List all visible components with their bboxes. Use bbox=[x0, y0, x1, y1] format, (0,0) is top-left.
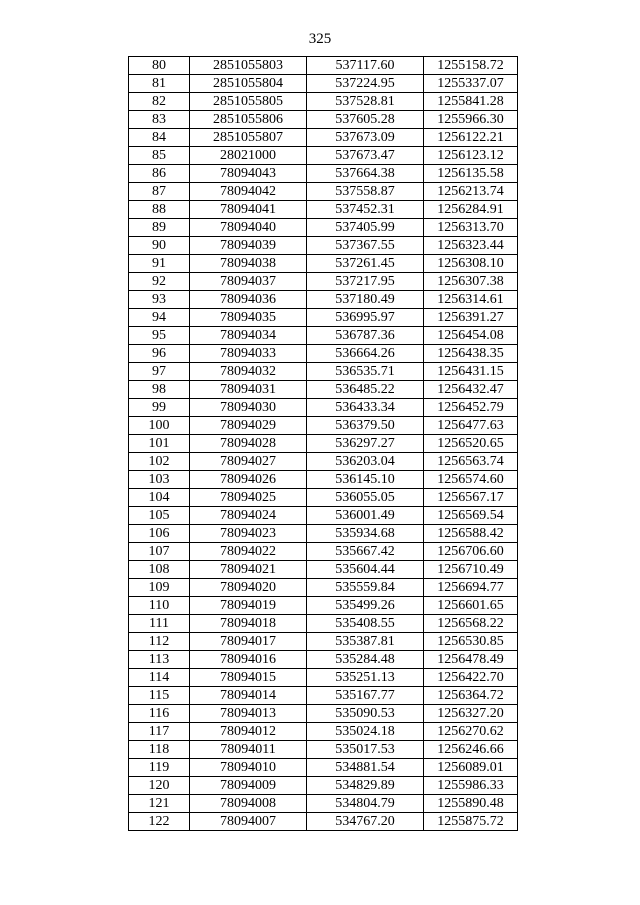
row-number-cell: 103 bbox=[129, 471, 190, 489]
table-row bbox=[129, 669, 518, 687]
y-coordinate-cell: 1256454.08 bbox=[424, 327, 518, 345]
x-coordinate-cell: 536001.49 bbox=[307, 507, 424, 525]
x-coordinate-cell: 536485.22 bbox=[307, 381, 424, 399]
row-number-cell: 90 bbox=[129, 237, 190, 255]
x-coordinate-cell: 537673.09 bbox=[307, 129, 424, 147]
point-id-cell: 78094035 bbox=[190, 309, 307, 327]
x-coordinate-cell: 536203.04 bbox=[307, 453, 424, 471]
x-coordinate-cell: 537664.38 bbox=[307, 165, 424, 183]
row-number-cell: 85 bbox=[129, 147, 190, 165]
point-id-cell: 78094042 bbox=[190, 183, 307, 201]
point-id-cell: 78094030 bbox=[190, 399, 307, 417]
x-coordinate-cell: 536145.10 bbox=[307, 471, 424, 489]
x-coordinate-cell: 536995.97 bbox=[307, 309, 424, 327]
table-row bbox=[129, 417, 518, 435]
table-row bbox=[129, 345, 518, 363]
x-coordinate-cell: 535934.68 bbox=[307, 525, 424, 543]
x-coordinate-cell: 535604.44 bbox=[307, 561, 424, 579]
table-row bbox=[129, 237, 518, 255]
table-row bbox=[129, 579, 518, 597]
row-number-cell: 122 bbox=[129, 813, 190, 831]
y-coordinate-cell: 1256284.91 bbox=[424, 201, 518, 219]
point-id-cell: 78094023 bbox=[190, 525, 307, 543]
point-id-cell: 78094039 bbox=[190, 237, 307, 255]
y-coordinate-cell: 1255986.33 bbox=[424, 777, 518, 795]
table-row bbox=[129, 291, 518, 309]
point-id-cell: 78094025 bbox=[190, 489, 307, 507]
x-coordinate-cell: 535090.53 bbox=[307, 705, 424, 723]
y-coordinate-cell: 1255875.72 bbox=[424, 813, 518, 831]
x-coordinate-cell: 537180.49 bbox=[307, 291, 424, 309]
row-number-cell: 96 bbox=[129, 345, 190, 363]
table-row bbox=[129, 543, 518, 561]
x-coordinate-cell: 534767.20 bbox=[307, 813, 424, 831]
row-number-cell: 105 bbox=[129, 507, 190, 525]
x-coordinate-cell: 537217.95 bbox=[307, 273, 424, 291]
y-coordinate-cell: 1256588.42 bbox=[424, 525, 518, 543]
y-coordinate-cell: 1256452.79 bbox=[424, 399, 518, 417]
x-coordinate-cell: 535251.13 bbox=[307, 669, 424, 687]
y-coordinate-cell: 1256520.65 bbox=[424, 435, 518, 453]
row-number-cell: 86 bbox=[129, 165, 190, 183]
row-number-cell: 88 bbox=[129, 201, 190, 219]
row-number-cell: 117 bbox=[129, 723, 190, 741]
y-coordinate-cell: 1256327.20 bbox=[424, 705, 518, 723]
y-coordinate-cell: 1256391.27 bbox=[424, 309, 518, 327]
point-id-cell: 78094032 bbox=[190, 363, 307, 381]
x-coordinate-cell: 535024.18 bbox=[307, 723, 424, 741]
x-coordinate-cell: 537261.45 bbox=[307, 255, 424, 273]
y-coordinate-cell: 1255890.48 bbox=[424, 795, 518, 813]
point-id-cell: 78094012 bbox=[190, 723, 307, 741]
row-number-cell: 89 bbox=[129, 219, 190, 237]
point-id-cell: 78094041 bbox=[190, 201, 307, 219]
row-number-cell: 102 bbox=[129, 453, 190, 471]
point-id-cell: 78094027 bbox=[190, 453, 307, 471]
table-row bbox=[129, 777, 518, 795]
row-number-cell: 111 bbox=[129, 615, 190, 633]
point-id-cell: 78094010 bbox=[190, 759, 307, 777]
row-number-cell: 87 bbox=[129, 183, 190, 201]
y-coordinate-cell: 1256307.38 bbox=[424, 273, 518, 291]
point-id-cell: 78094043 bbox=[190, 165, 307, 183]
row-number-cell: 114 bbox=[129, 669, 190, 687]
row-number-cell: 83 bbox=[129, 111, 190, 129]
table-row bbox=[129, 507, 518, 525]
table-row bbox=[129, 615, 518, 633]
table-row bbox=[129, 219, 518, 237]
row-number-cell: 119 bbox=[129, 759, 190, 777]
point-id-cell: 78094011 bbox=[190, 741, 307, 759]
table-row bbox=[129, 165, 518, 183]
x-coordinate-cell: 536379.50 bbox=[307, 417, 424, 435]
point-id-cell: 78094008 bbox=[190, 795, 307, 813]
y-coordinate-cell: 1256568.22 bbox=[424, 615, 518, 633]
row-number-cell: 116 bbox=[129, 705, 190, 723]
table-row bbox=[129, 93, 518, 111]
y-coordinate-cell: 1256314.61 bbox=[424, 291, 518, 309]
y-coordinate-cell: 1256601.65 bbox=[424, 597, 518, 615]
row-number-cell: 93 bbox=[129, 291, 190, 309]
x-coordinate-cell: 537558.87 bbox=[307, 183, 424, 201]
row-number-cell: 109 bbox=[129, 579, 190, 597]
table-row bbox=[129, 435, 518, 453]
point-id-cell: 78094038 bbox=[190, 255, 307, 273]
point-id-cell: 78094033 bbox=[190, 345, 307, 363]
table-row bbox=[129, 759, 518, 777]
table-row bbox=[129, 813, 518, 831]
table-row bbox=[129, 273, 518, 291]
point-id-cell: 78094040 bbox=[190, 219, 307, 237]
table-row bbox=[129, 489, 518, 507]
point-id-cell: 78094037 bbox=[190, 273, 307, 291]
row-number-cell: 100 bbox=[129, 417, 190, 435]
y-coordinate-cell: 1256246.66 bbox=[424, 741, 518, 759]
point-id-cell: 78094021 bbox=[190, 561, 307, 579]
coordinates-table-body bbox=[129, 57, 518, 831]
point-id-cell: 2851055807 bbox=[190, 129, 307, 147]
row-number-cell: 115 bbox=[129, 687, 190, 705]
point-id-cell: 78094013 bbox=[190, 705, 307, 723]
y-coordinate-cell: 1255158.72 bbox=[424, 57, 518, 75]
table-row bbox=[129, 687, 518, 705]
point-id-cell: 78094018 bbox=[190, 615, 307, 633]
table-row bbox=[129, 309, 518, 327]
row-number-cell: 121 bbox=[129, 795, 190, 813]
x-coordinate-cell: 535667.42 bbox=[307, 543, 424, 561]
y-coordinate-cell: 1256569.54 bbox=[424, 507, 518, 525]
row-number-cell: 81 bbox=[129, 75, 190, 93]
x-coordinate-cell: 535408.55 bbox=[307, 615, 424, 633]
row-number-cell: 94 bbox=[129, 309, 190, 327]
y-coordinate-cell: 1256567.17 bbox=[424, 489, 518, 507]
x-coordinate-cell: 535559.84 bbox=[307, 579, 424, 597]
table-row bbox=[129, 327, 518, 345]
table-row bbox=[129, 795, 518, 813]
x-coordinate-cell: 534881.54 bbox=[307, 759, 424, 777]
x-coordinate-cell: 537452.31 bbox=[307, 201, 424, 219]
point-id-cell: 78094016 bbox=[190, 651, 307, 669]
point-id-cell: 2851055804 bbox=[190, 75, 307, 93]
y-coordinate-cell: 1256432.47 bbox=[424, 381, 518, 399]
y-coordinate-cell: 1256308.10 bbox=[424, 255, 518, 273]
row-number-cell: 104 bbox=[129, 489, 190, 507]
point-id-cell: 78094017 bbox=[190, 633, 307, 651]
row-number-cell: 110 bbox=[129, 597, 190, 615]
row-number-cell: 80 bbox=[129, 57, 190, 75]
y-coordinate-cell: 1256477.63 bbox=[424, 417, 518, 435]
y-coordinate-cell: 1256122.21 bbox=[424, 129, 518, 147]
table-row bbox=[129, 453, 518, 471]
row-number-cell: 84 bbox=[129, 129, 190, 147]
x-coordinate-cell: 537224.95 bbox=[307, 75, 424, 93]
row-number-cell: 120 bbox=[129, 777, 190, 795]
table-row bbox=[129, 651, 518, 669]
point-id-cell: 78094024 bbox=[190, 507, 307, 525]
table-row bbox=[129, 201, 518, 219]
point-id-cell: 78094031 bbox=[190, 381, 307, 399]
table-row bbox=[129, 741, 518, 759]
x-coordinate-cell: 535284.48 bbox=[307, 651, 424, 669]
table-row bbox=[129, 633, 518, 651]
x-coordinate-cell: 534829.89 bbox=[307, 777, 424, 795]
point-id-cell: 2851055803 bbox=[190, 57, 307, 75]
y-coordinate-cell: 1256135.58 bbox=[424, 165, 518, 183]
table-row bbox=[129, 561, 518, 579]
table-row bbox=[129, 381, 518, 399]
page-number: 325 bbox=[308, 31, 332, 47]
y-coordinate-cell: 1256213.74 bbox=[424, 183, 518, 201]
y-coordinate-cell: 1256422.70 bbox=[424, 669, 518, 687]
point-id-cell: 2851055805 bbox=[190, 93, 307, 111]
y-coordinate-cell: 1256431.15 bbox=[424, 363, 518, 381]
point-id-cell: 78094029 bbox=[190, 417, 307, 435]
table-row bbox=[129, 471, 518, 489]
x-coordinate-cell: 535499.26 bbox=[307, 597, 424, 615]
table-row bbox=[129, 399, 518, 417]
table-row bbox=[129, 147, 518, 165]
y-coordinate-cell: 1256574.60 bbox=[424, 471, 518, 489]
point-id-cell: 78094022 bbox=[190, 543, 307, 561]
point-id-cell: 78094015 bbox=[190, 669, 307, 687]
point-id-cell: 78094034 bbox=[190, 327, 307, 345]
table-row bbox=[129, 111, 518, 129]
x-coordinate-cell: 536787.36 bbox=[307, 327, 424, 345]
point-id-cell: 78094007 bbox=[190, 813, 307, 831]
x-coordinate-cell: 537673.47 bbox=[307, 147, 424, 165]
row-number-cell: 95 bbox=[129, 327, 190, 345]
y-coordinate-cell: 1256270.62 bbox=[424, 723, 518, 741]
table-row bbox=[129, 57, 518, 75]
y-coordinate-cell: 1256089.01 bbox=[424, 759, 518, 777]
y-coordinate-cell: 1256313.70 bbox=[424, 219, 518, 237]
x-coordinate-cell: 536664.26 bbox=[307, 345, 424, 363]
point-id-cell: 78094014 bbox=[190, 687, 307, 705]
row-number-cell: 112 bbox=[129, 633, 190, 651]
x-coordinate-cell: 535017.53 bbox=[307, 741, 424, 759]
point-id-cell: 78094028 bbox=[190, 435, 307, 453]
x-coordinate-cell: 537405.99 bbox=[307, 219, 424, 237]
row-number-cell: 91 bbox=[129, 255, 190, 273]
y-coordinate-cell: 1256706.60 bbox=[424, 543, 518, 561]
row-number-cell: 106 bbox=[129, 525, 190, 543]
table-row bbox=[129, 705, 518, 723]
x-coordinate-cell: 537605.28 bbox=[307, 111, 424, 129]
row-number-cell: 101 bbox=[129, 435, 190, 453]
row-number-cell: 107 bbox=[129, 543, 190, 561]
table-row bbox=[129, 129, 518, 147]
row-number-cell: 108 bbox=[129, 561, 190, 579]
x-coordinate-cell: 537117.60 bbox=[307, 57, 424, 75]
y-coordinate-cell: 1256323.44 bbox=[424, 237, 518, 255]
x-coordinate-cell: 536055.05 bbox=[307, 489, 424, 507]
coordinates-table bbox=[128, 56, 518, 831]
x-coordinate-cell: 537528.81 bbox=[307, 93, 424, 111]
x-coordinate-cell: 536297.27 bbox=[307, 435, 424, 453]
table-row bbox=[129, 255, 518, 273]
y-coordinate-cell: 1255966.30 bbox=[424, 111, 518, 129]
point-id-cell: 2851055806 bbox=[190, 111, 307, 129]
x-coordinate-cell: 536433.34 bbox=[307, 399, 424, 417]
row-number-cell: 98 bbox=[129, 381, 190, 399]
table-row bbox=[129, 75, 518, 93]
y-coordinate-cell: 1256710.49 bbox=[424, 561, 518, 579]
row-number-cell: 92 bbox=[129, 273, 190, 291]
y-coordinate-cell: 1255337.07 bbox=[424, 75, 518, 93]
y-coordinate-cell: 1256694.77 bbox=[424, 579, 518, 597]
x-coordinate-cell: 536535.71 bbox=[307, 363, 424, 381]
point-id-cell: 28021000 bbox=[190, 147, 307, 165]
table-row bbox=[129, 183, 518, 201]
y-coordinate-cell: 1256438.35 bbox=[424, 345, 518, 363]
point-id-cell: 78094036 bbox=[190, 291, 307, 309]
y-coordinate-cell: 1256478.49 bbox=[424, 651, 518, 669]
row-number-cell: 82 bbox=[129, 93, 190, 111]
point-id-cell: 78094020 bbox=[190, 579, 307, 597]
point-id-cell: 78094026 bbox=[190, 471, 307, 489]
row-number-cell: 118 bbox=[129, 741, 190, 759]
y-coordinate-cell: 1256123.12 bbox=[424, 147, 518, 165]
row-number-cell: 113 bbox=[129, 651, 190, 669]
table-row bbox=[129, 525, 518, 543]
x-coordinate-cell: 537367.55 bbox=[307, 237, 424, 255]
y-coordinate-cell: 1256563.74 bbox=[424, 453, 518, 471]
x-coordinate-cell: 535387.81 bbox=[307, 633, 424, 651]
row-number-cell: 97 bbox=[129, 363, 190, 381]
table-row bbox=[129, 597, 518, 615]
y-coordinate-cell: 1256364.72 bbox=[424, 687, 518, 705]
y-coordinate-cell: 1256530.85 bbox=[424, 633, 518, 651]
point-id-cell: 78094019 bbox=[190, 597, 307, 615]
x-coordinate-cell: 534804.79 bbox=[307, 795, 424, 813]
point-id-cell: 78094009 bbox=[190, 777, 307, 795]
table-row bbox=[129, 723, 518, 741]
y-coordinate-cell: 1255841.28 bbox=[424, 93, 518, 111]
row-number-cell: 99 bbox=[129, 399, 190, 417]
x-coordinate-cell: 535167.77 bbox=[307, 687, 424, 705]
table-row bbox=[129, 363, 518, 381]
